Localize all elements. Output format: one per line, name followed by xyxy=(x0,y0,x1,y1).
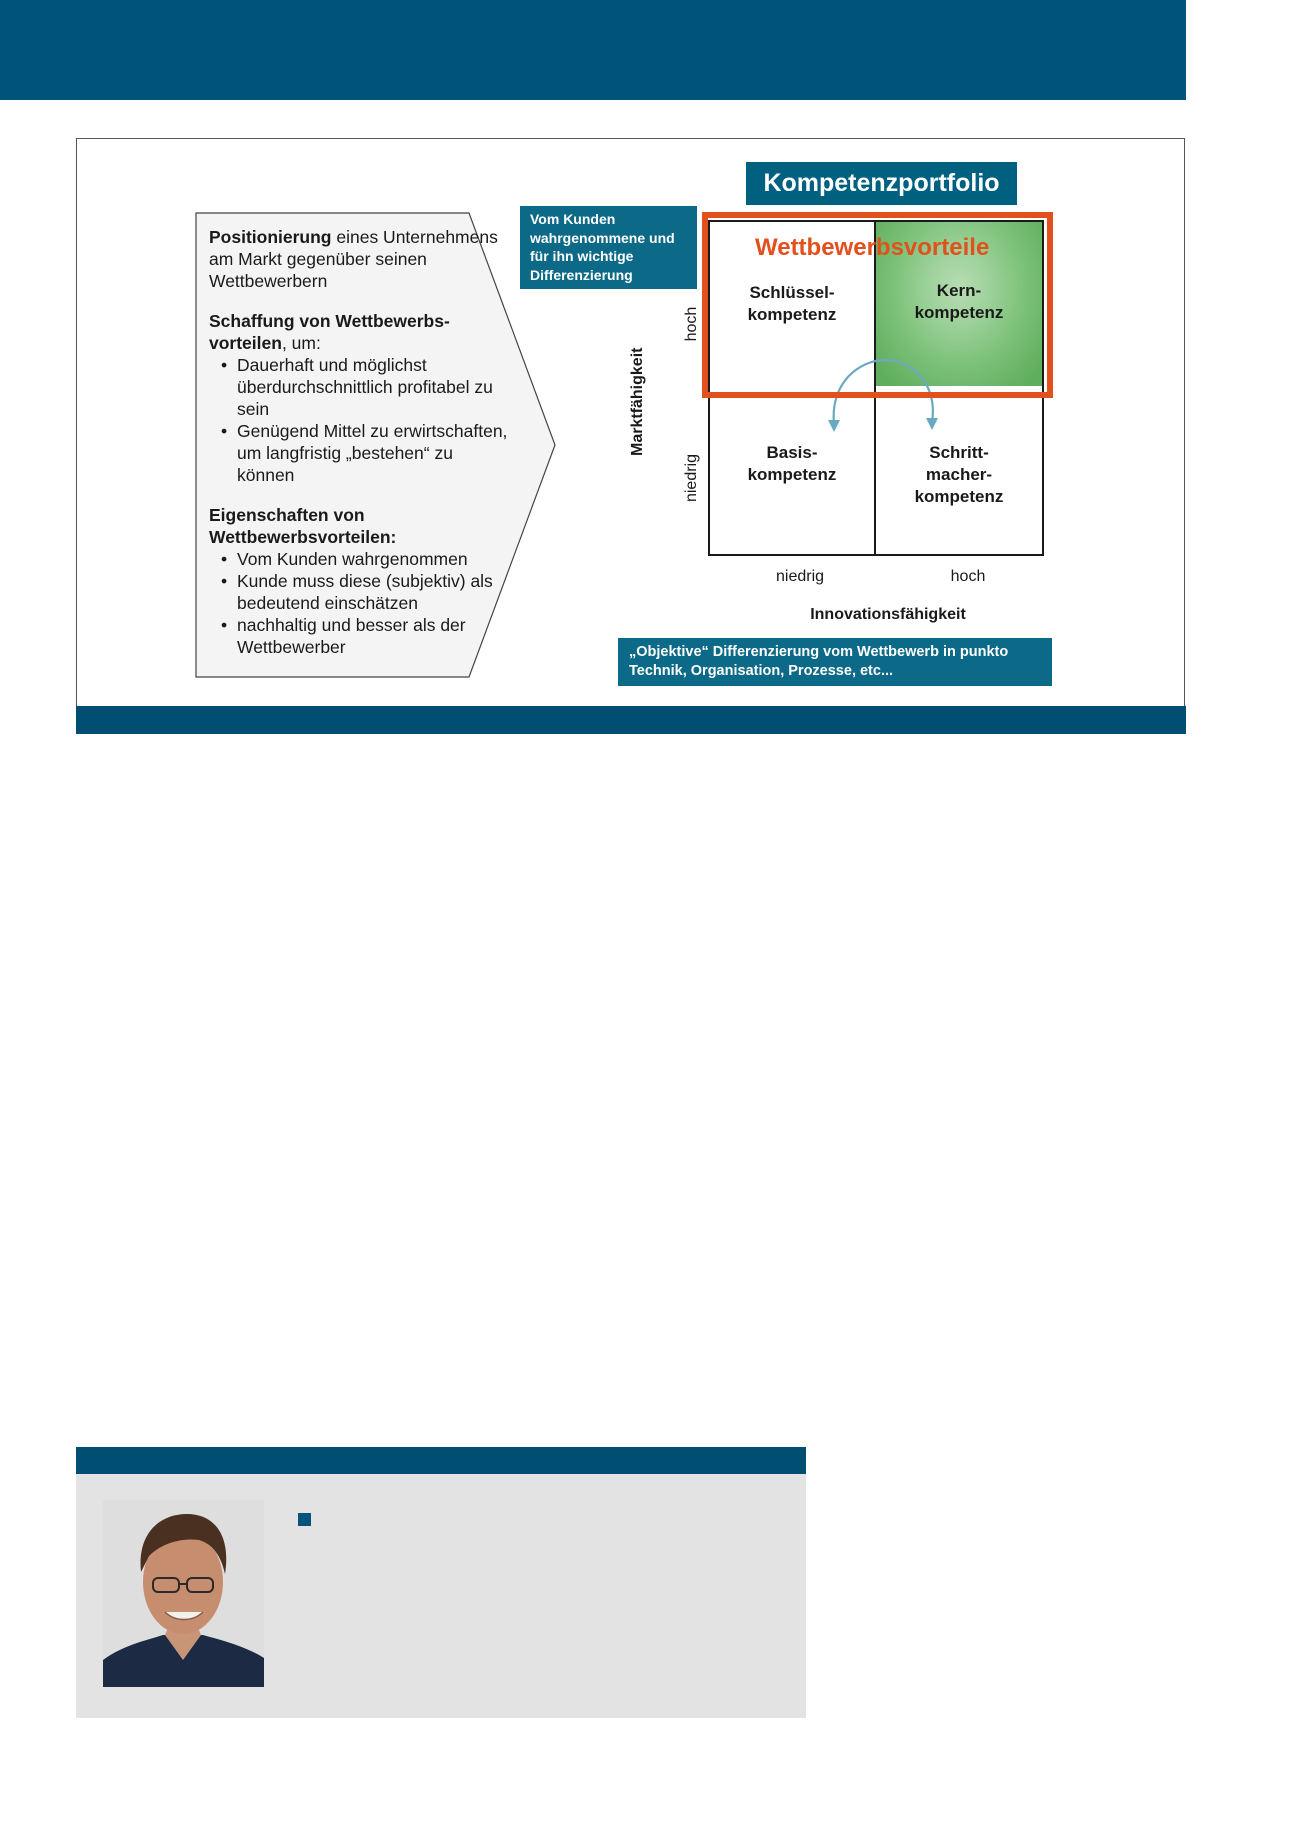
y-axis-high: hoch xyxy=(683,306,700,342)
y-axis-title: Marktfähigkeit xyxy=(629,347,646,456)
schaffung-text: , um: xyxy=(281,333,321,353)
author-portrait xyxy=(103,1500,264,1687)
eigenschaften-list xyxy=(209,548,509,658)
portfolio-title: Kompetenzportfolio xyxy=(746,162,1017,205)
y-axis-low: niedrig xyxy=(683,453,700,503)
customer-differentiation-callout: Vom Kunden wahrgenommene und für ihn wichtige Differenzierung xyxy=(520,206,697,289)
cycle-arrows-icon xyxy=(820,352,940,432)
cell-label-line: kompetenz xyxy=(747,465,837,484)
cell-label-line: Schlüssel- xyxy=(749,283,835,302)
schaffung-bold: Schaffung von Wettbewerbs-vorteilen xyxy=(209,311,450,353)
competitive-advantage-label: Wettbewerbsvorteile xyxy=(755,234,990,261)
positioning-text: eines Unternehmens am Markt gegenüber seinen Wettbewerbern xyxy=(209,227,498,291)
x-axis-low: niedrig xyxy=(775,568,825,585)
x-axis-high: hoch xyxy=(950,568,986,585)
list-item: • Vom Kunden wahrgenommen xyxy=(209,548,509,570)
portrait-image xyxy=(103,1500,264,1687)
schaffung-list xyxy=(209,354,509,486)
cell-label-line: kompetenz xyxy=(914,487,1004,506)
objective-differentiation-callout: „Objektive“ Differenzierung vom Wettbewerb in punkto Technik, Organisation, Prozesse, etc... xyxy=(618,638,1052,686)
positioning-arrow-panel xyxy=(195,212,557,678)
list-item: • nachhaltig und besser als der Wettbewerber xyxy=(209,614,509,658)
top-banner xyxy=(0,0,1186,100)
paragraph-eigenschaften xyxy=(209,504,509,548)
cell-label-line: kompetenz xyxy=(747,305,837,324)
cell-label-line: kompetenz xyxy=(914,303,1004,322)
list-item: • Kunde muss diese (subjektiv) als bedeutend einschätzen xyxy=(209,570,509,614)
figure-footer-bar xyxy=(76,706,1186,734)
cell-label-line: macher- xyxy=(925,465,993,484)
x-axis-title: Innovationsfähigkeit xyxy=(810,606,966,623)
positioning-bold: Positionierung xyxy=(209,227,332,247)
list-item: • Dauerhaft und möglichst überdurchschnittlich profitabel zu sein xyxy=(209,354,509,420)
cell-label-line: Kern- xyxy=(936,281,982,300)
paragraph-schaffung xyxy=(209,310,509,354)
panel-text xyxy=(209,226,509,676)
author-box-header xyxy=(76,1447,806,1474)
eigenschaften-bold: Eigenschaften von Wettbewerbsvorteilen: xyxy=(209,505,397,547)
list-item: • Genügend Mittel zu erwirtschaften, um langfristig „bestehen“ zu können xyxy=(209,420,509,486)
bullet-square-icon xyxy=(298,1513,311,1526)
paragraph-positioning xyxy=(209,226,509,292)
cell-label-line: Basis- xyxy=(766,443,818,462)
cell-label-line: Schritt- xyxy=(929,443,989,462)
